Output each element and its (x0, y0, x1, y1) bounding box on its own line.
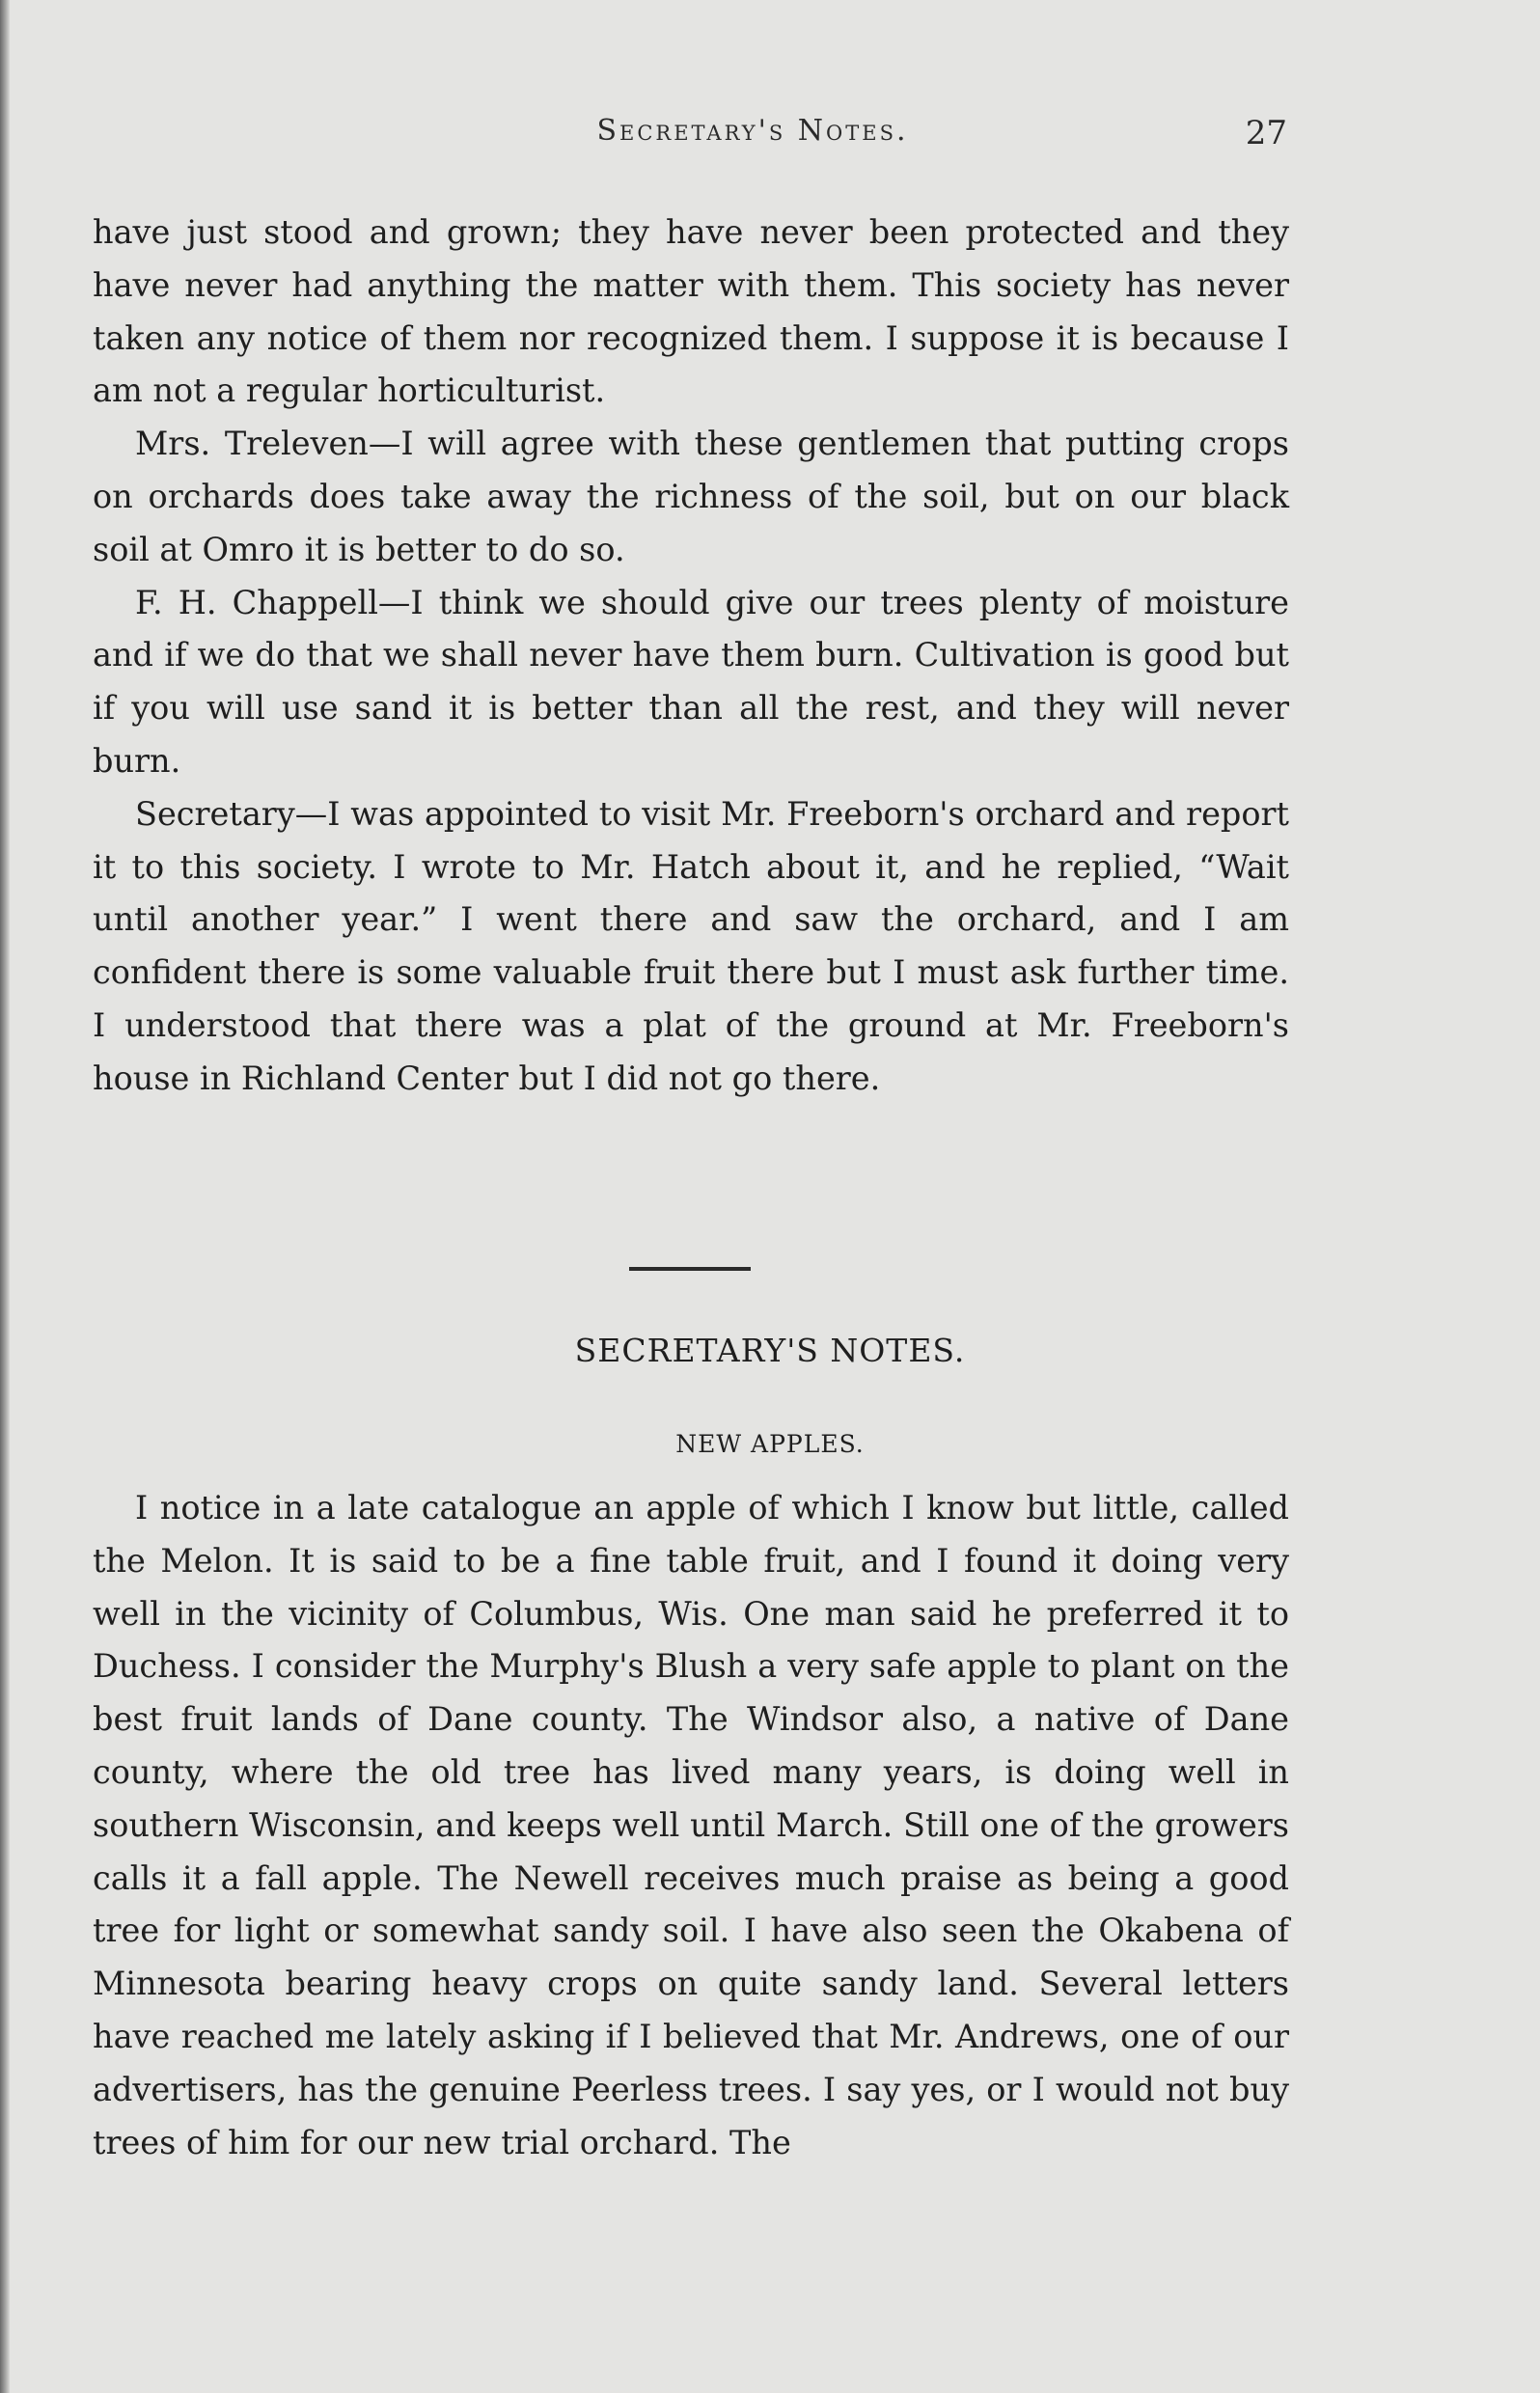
paragraph-new-apples: I notice in a late catalogue an apple of which I know but little, called the Melon. It is said to be a fine table fruit, and I found it doing very well in the vicinity of Columbus, Wis. One man said he preferred it to Duchess. I consider the Murphy's Blush a very safe apple to plant on the best fruit lands of Dane county. The Windsor also, a native of Dane county, where the old tree has lived many years, is doing well in southern Wisconsin, and keeps well until March. Still one of the growers calls it a fall apple. The Newell receives much praise as being a good tree for light or somewhat sandy soil. I have also seen the Okabena of Minnesota bearing heavy crops on quite sandy land. Several letters have reached me lately asking if I believed that Mr. Andrews, one of our advertisers, has the genuine Peerless trees. I say yes, or I would not buy trees of him for our new trial orchard. The (93, 1489, 1289, 2161)
page-binding-edge (0, 0, 10, 2393)
top-text-block (93, 206, 1289, 1106)
paragraph-chappell: F. H. Chappell—I think we should give our trees plenty of moisture and if we do that we shall never have them burn. Cultivation is good but if you will use sand it is better than all the rest, and they will never burn. (93, 583, 1289, 780)
section-text-block (93, 1482, 1289, 2169)
running-head: Secretary's Notes. (596, 114, 909, 148)
subsection-title: NEW APPLES. (675, 1430, 865, 1458)
page-header (0, 114, 1540, 156)
paragraph-treleven: Mrs. Treleven—I will agree with these gentlemen that putting crops on orchards does take away the richness of the soil, but on our black soil at Omro it is better to do so. (93, 425, 1289, 568)
section-divider (629, 1267, 751, 1271)
page-number: 27 (1245, 114, 1287, 152)
section-title: SECRETARY'S NOTES. (574, 1332, 966, 1369)
paragraph-secretary: Secretary—I was appointed to visit Mr. Freeborn's orchard and report it to this society. I wrote to Mr. Hatch about it, and he replied, “Wait until another year.” I went there and saw the orchard, and I am confident there is some valuable fruit there but I must ask further time. I understood that there was a plat of the ground at Mr. Freeborn's house in Richland Center but I did not go there. (93, 794, 1289, 1097)
paragraph-continued: have just stood and grown; they have never been protected and they have never had anything the matter with them. This society has never taken any notice of them nor recognized them. I suppose it is because I am not a regular horticulturist. (93, 213, 1289, 410)
